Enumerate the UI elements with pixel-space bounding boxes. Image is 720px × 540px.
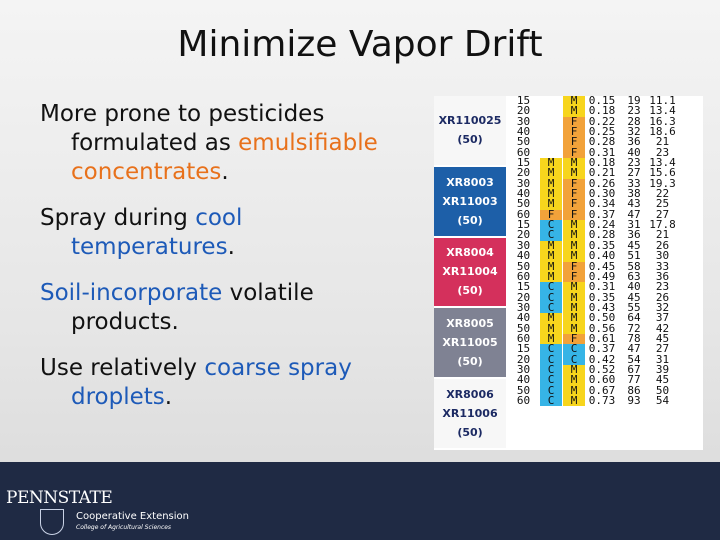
table-cell [539, 106, 562, 116]
table-cell: F [562, 179, 585, 189]
table-cell: 86 [627, 385, 641, 396]
table-cell: F [562, 210, 585, 220]
table-cell: 50 [516, 323, 531, 334]
table-cell: 47 [627, 209, 641, 221]
table-cell: 27 [627, 168, 641, 179]
nozzle-name: XR8005 [446, 317, 494, 331]
table-cell: 54 [627, 354, 641, 365]
table-cell: 21 [655, 137, 670, 148]
table-row [508, 168, 703, 178]
table-cell: 0.60 [588, 375, 616, 386]
table-cell: 0.18 [588, 158, 616, 169]
table-cell [539, 127, 562, 137]
table-row [508, 106, 703, 116]
bullet-highlight: cool temperatures [71, 205, 243, 260]
table-row [508, 313, 703, 323]
table-cell: 20 [516, 230, 531, 241]
table-cell: 0.37 [588, 344, 616, 355]
table-row [508, 365, 703, 375]
table-cell: 0.31 [588, 282, 616, 293]
table-cell: 0.30 [588, 189, 616, 200]
table-cell: 40 [516, 375, 531, 386]
table-cell: M [539, 334, 562, 344]
table-row [508, 137, 703, 147]
table-row [508, 355, 703, 365]
nozzle-grid [508, 96, 703, 450]
nozzle-name: XR8003 [446, 175, 494, 189]
table-cell: M [562, 96, 585, 106]
table-cell: 15 [516, 344, 531, 355]
table-row [508, 282, 703, 292]
table-cell: C [539, 386, 562, 396]
bullet-highlight: coarse spray droplets [71, 355, 352, 410]
table-cell: 0.34 [588, 199, 616, 210]
table-cell: 31 [655, 354, 670, 365]
nozzle-group-label [434, 167, 506, 238]
table-cell: 45 [627, 240, 641, 252]
table-cell: 30 [516, 178, 531, 190]
table-cell: 0.61 [588, 333, 616, 345]
footer [0, 462, 720, 540]
table-cell: 50 [655, 385, 670, 396]
table-cell: C [539, 396, 562, 406]
table-row [508, 251, 703, 261]
table-cell: 13.4 [649, 106, 676, 117]
table-cell: M [562, 386, 585, 396]
table-cell: F [562, 148, 585, 158]
nozzle-group-label [434, 379, 506, 450]
table-cell: 0.45 [588, 261, 616, 272]
table-cell: 0.67 [588, 385, 616, 396]
nozzle-name: XR11006 [442, 407, 498, 421]
table-cell: 0.35 [588, 292, 616, 303]
table-cell: M [539, 262, 562, 272]
table-cell: 39 [655, 364, 670, 376]
bullet-text: Spray during [40, 205, 196, 231]
table-cell: 0.26 [588, 178, 616, 190]
nozzle-group-label [434, 238, 506, 309]
table-cell: M [562, 324, 585, 334]
table-cell: 15 [516, 282, 531, 293]
table-cell: 16.3 [649, 116, 676, 128]
table-cell: 55 [627, 302, 641, 314]
table-cell: 0.18 [588, 106, 616, 117]
table-cell: 64 [627, 313, 641, 324]
nozzle-group-label [434, 308, 506, 379]
table-cell: 58 [627, 261, 641, 272]
table-cell: M [562, 282, 585, 292]
nozzle-labels [434, 96, 506, 450]
table-cell: M [562, 168, 585, 178]
table-cell: 13.4 [649, 158, 676, 169]
table-cell: F [562, 137, 585, 147]
table-cell: M [562, 220, 585, 230]
table-cell: 30 [516, 364, 531, 376]
table-cell: 50 [516, 261, 531, 272]
table-cell: F [562, 272, 585, 282]
table-cell: M [539, 313, 562, 323]
table-cell: M [539, 199, 562, 209]
table-cell: 26 [655, 240, 670, 252]
table-cell: 0.56 [588, 323, 616, 334]
table-cell: M [562, 375, 585, 385]
nozzle-name: (50) [457, 355, 483, 369]
table-cell: F [562, 189, 585, 199]
table-cell: C [539, 344, 562, 354]
table-cell: 63 [627, 271, 641, 283]
table-cell: C [539, 282, 562, 292]
table-cell: C [539, 375, 562, 385]
table-cell: 54 [655, 395, 670, 407]
footer-line1: Cooperative Extension [76, 511, 189, 522]
table-cell: 23 [627, 158, 641, 169]
table-cell: 40 [516, 251, 531, 262]
table-cell: C [539, 293, 562, 303]
table-cell: 27 [655, 209, 670, 221]
table-cell: M [539, 189, 562, 199]
table-row [508, 117, 703, 127]
table-row [508, 272, 703, 282]
table-row [508, 344, 703, 354]
bullet-cool-temps [40, 204, 410, 262]
table-cell: 78 [627, 333, 641, 345]
table-cell: 36 [655, 271, 670, 283]
table-cell: 0.31 [588, 147, 616, 159]
nozzle-group-label [434, 96, 506, 167]
table-cell: C [539, 365, 562, 375]
table-row [508, 179, 703, 189]
table-cell: 27 [655, 344, 670, 355]
table-cell: 23 [627, 106, 641, 117]
table-cell: 37 [655, 313, 670, 324]
table-cell: 45 [655, 333, 670, 345]
table-cell [539, 117, 562, 127]
table-cell: 32 [627, 127, 641, 138]
bullet-text: . [164, 384, 173, 410]
table-cell: F [562, 117, 585, 127]
table-row [508, 210, 703, 220]
table-cell: 0.52 [588, 364, 616, 376]
table-cell: 72 [627, 323, 641, 334]
table-cell: 40 [627, 282, 641, 293]
bullet-text: More prone to pesticides formulated as [40, 101, 325, 156]
table-cell: 20 [516, 106, 531, 117]
nozzle-name: XR8006 [446, 388, 494, 402]
table-cell: 15 [516, 220, 531, 231]
table-cell: M [562, 158, 585, 168]
table-cell: 93 [627, 395, 641, 407]
nozzle-name: XR11003 [442, 194, 498, 208]
table-cell: 60 [516, 209, 531, 221]
table-cell: 60 [516, 271, 531, 283]
table-cell: 26 [655, 292, 670, 303]
table-cell: 36 [627, 230, 641, 241]
table-cell: 25 [655, 199, 670, 210]
table-row [508, 230, 703, 240]
table-cell: C [539, 355, 562, 365]
table-row [508, 199, 703, 209]
footer-line2: College of Agricultural Sciences [76, 524, 172, 531]
table-cell: 50 [516, 137, 531, 148]
bullet-highlight: Soil-incorporate [40, 280, 223, 306]
table-cell: M [539, 179, 562, 189]
table-cell: C [539, 220, 562, 230]
bullet-highlight: emulsifiable concentrates [71, 130, 378, 185]
table-cell: 0.22 [588, 116, 616, 128]
table-cell: C [562, 344, 585, 354]
table-cell: 30 [516, 302, 531, 314]
table-row [508, 334, 703, 344]
table-cell: 47 [627, 344, 641, 355]
table-cell [539, 96, 562, 106]
table-cell: M [562, 293, 585, 303]
table-row [508, 324, 703, 334]
nozzle-name: (50) [457, 133, 483, 147]
table-cell: 40 [516, 189, 531, 200]
table-cell: 31 [627, 220, 641, 231]
table-cell: 20 [516, 292, 531, 303]
table-row [508, 293, 703, 303]
table-cell: 0.49 [588, 271, 616, 283]
table-row [508, 158, 703, 168]
table-cell: 60 [516, 333, 531, 345]
table-cell: 36 [627, 137, 641, 148]
table-cell: 45 [655, 375, 670, 386]
nozzle-name: XR110025 [438, 114, 502, 128]
table-cell: M [539, 168, 562, 178]
table-cell: 30 [516, 116, 531, 128]
table-cell: 15 [516, 96, 531, 107]
table-cell: M [539, 251, 562, 261]
table-cell: 20 [516, 354, 531, 365]
table-row [508, 241, 703, 251]
table-cell: 0.28 [588, 137, 616, 148]
table-cell: 28 [627, 116, 641, 128]
slide-title: Minimize Vapor Drift [177, 24, 543, 65]
table-cell: 21 [655, 230, 670, 241]
table-row [508, 262, 703, 272]
table-cell: 0.40 [588, 251, 616, 262]
table-cell: C [562, 355, 585, 365]
bullet-text: Use relatively [40, 355, 205, 381]
table-cell: 30 [655, 251, 670, 262]
table-cell: 32 [655, 302, 670, 314]
table-cell: 19 [627, 96, 641, 107]
table-cell: 23 [655, 147, 670, 159]
table-cell: 67 [627, 364, 641, 376]
table-cell: 60 [516, 147, 531, 159]
table-cell: M [562, 365, 585, 375]
table-cell: F [562, 262, 585, 272]
table-cell: 40 [516, 127, 531, 138]
table-cell: 38 [627, 189, 641, 200]
bullet-list [40, 100, 410, 429]
table-row [508, 220, 703, 230]
table-cell: 17.8 [649, 220, 676, 231]
table-cell: 40 [516, 313, 531, 324]
table-cell: C [539, 230, 562, 240]
table-cell: 0.21 [588, 168, 616, 179]
nozzle-name: (50) [457, 213, 483, 227]
table-cell: M [562, 396, 585, 406]
table-cell: 0.24 [588, 220, 616, 231]
table-cell: 0.37 [588, 209, 616, 221]
table-cell: 50 [516, 385, 531, 396]
table-cell: 11.1 [649, 96, 676, 107]
table-row [508, 396, 703, 406]
table-cell: 19.3 [649, 178, 676, 190]
table-cell: 15 [516, 158, 531, 169]
nozzle-name: XR8004 [446, 246, 494, 260]
brand-logo: PENNSTATE [6, 488, 113, 508]
table-cell: M [562, 303, 585, 313]
table-cell: M [539, 324, 562, 334]
table-cell [539, 148, 562, 158]
table-cell: 0.25 [588, 127, 616, 138]
table-row [508, 96, 703, 106]
nozzle-name: XR11004 [442, 265, 498, 279]
nozzle-table [434, 96, 703, 450]
table-row [508, 127, 703, 137]
table-cell: 18.6 [649, 127, 676, 138]
bullet-text: . [221, 159, 229, 185]
table-cell: 0.73 [588, 395, 616, 407]
table-row [508, 303, 703, 313]
table-cell: M [562, 106, 585, 116]
table-cell: M [562, 241, 585, 251]
table-cell: 0.15 [588, 96, 616, 107]
table-cell: F [562, 127, 585, 137]
bullet-emulsifiable [40, 100, 410, 187]
table-cell: M [562, 230, 585, 240]
nozzle-name: (50) [457, 426, 483, 440]
table-row [508, 386, 703, 396]
nozzle-name: XR11005 [442, 336, 498, 350]
table-cell: M [539, 272, 562, 282]
table-cell: 33 [655, 261, 670, 272]
table-cell: 0.28 [588, 230, 616, 241]
table-cell: 30 [516, 240, 531, 252]
table-cell: M [539, 241, 562, 251]
table-cell: 22 [655, 189, 670, 200]
table-cell: 50 [516, 199, 531, 210]
table-cell: M [562, 313, 585, 323]
table-cell [539, 137, 562, 147]
table-cell: M [539, 158, 562, 168]
table-cell: C [539, 303, 562, 313]
bullet-text: . [227, 234, 235, 260]
table-cell: 0.35 [588, 240, 616, 252]
table-cell: 40 [627, 147, 641, 159]
table-cell: F [562, 199, 585, 209]
table-cell: 60 [516, 395, 531, 407]
table-cell: 0.50 [588, 313, 616, 324]
table-cell: 33 [627, 178, 641, 190]
table-cell: 0.43 [588, 302, 616, 314]
table-row [508, 148, 703, 158]
table-cell: 42 [655, 323, 670, 334]
table-cell: 77 [627, 375, 641, 386]
table-cell: 20 [516, 168, 531, 179]
bullet-text: volatile products. [71, 280, 314, 335]
table-cell: 15.6 [649, 168, 676, 179]
table-cell: F [562, 334, 585, 344]
table-cell: 45 [627, 292, 641, 303]
table-cell: 51 [627, 251, 641, 262]
bullet-coarse-droplets [40, 354, 410, 412]
table-cell: 0.42 [588, 354, 616, 365]
table-row [508, 375, 703, 385]
nozzle-name: (50) [457, 284, 483, 298]
table-row [508, 189, 703, 199]
table-cell: F [539, 210, 562, 220]
table-cell: 43 [627, 199, 641, 210]
table-cell: M [562, 251, 585, 261]
shield-icon [40, 509, 64, 535]
table-cell: 23 [655, 282, 670, 293]
bullet-soil-incorporate [40, 279, 410, 337]
